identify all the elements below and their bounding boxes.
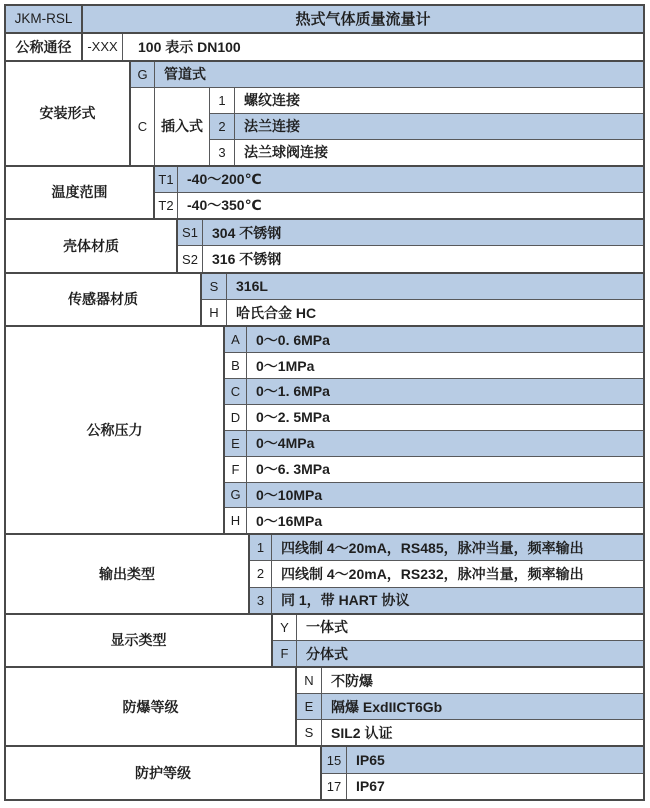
model-code: JKM-RSL xyxy=(6,6,83,32)
option-text: SIL2 认证 xyxy=(331,724,393,741)
option-row xyxy=(155,167,643,193)
option-code: 3 xyxy=(210,140,235,165)
option-text: 法兰连接 xyxy=(244,118,300,135)
section-label-temperature: 温度范围 xyxy=(6,167,155,219)
pressure-section xyxy=(6,327,643,535)
header-row xyxy=(6,6,643,34)
option-code: T2 xyxy=(155,193,178,218)
option-text: 0～1. 6MPa xyxy=(256,383,330,400)
option-row xyxy=(322,774,643,799)
option-row xyxy=(250,561,643,587)
option-code: A xyxy=(225,327,247,352)
option-text: 法兰球阀连接 xyxy=(244,144,328,161)
sensor-section xyxy=(6,274,643,328)
option-row xyxy=(273,615,643,641)
option-row xyxy=(225,405,643,431)
option-text: 316 不锈钢 xyxy=(212,251,282,268)
option-text: 0～16MPa xyxy=(256,512,323,529)
option-text: 316L xyxy=(236,278,268,295)
option-row xyxy=(297,694,643,720)
option-row xyxy=(250,588,643,613)
option-text: -40～200℃ xyxy=(187,171,262,188)
option-row xyxy=(202,274,643,300)
option-code: S2 xyxy=(178,246,203,271)
section-label-pressure: 公称压力 xyxy=(6,327,225,533)
option-code: H xyxy=(202,300,227,325)
section-label-display: 显示类型 xyxy=(6,615,273,667)
option-row xyxy=(202,300,643,325)
option-row xyxy=(225,379,643,405)
spec-selection-table xyxy=(4,4,645,801)
option-text: 0～4MPa xyxy=(256,435,315,452)
product-title: 热式气体质量流量计 xyxy=(295,11,431,29)
option-code: G xyxy=(225,483,247,508)
protection-section xyxy=(6,747,643,799)
option-text: 不防爆 xyxy=(331,672,373,689)
section-label-protection: 防护等级 xyxy=(6,747,322,799)
option-code: D xyxy=(225,405,247,430)
install-pipe-row xyxy=(131,62,643,89)
option-text: 管道式 xyxy=(164,66,206,83)
diameter-code: -XXX xyxy=(83,34,123,60)
section-label-housing: 壳体材质 xyxy=(6,220,178,272)
option-text: 0～10MPa xyxy=(256,486,323,503)
option-text: 螺纹连接 xyxy=(244,92,300,109)
option-text: 隔爆 ExdIICT6Gb xyxy=(331,698,443,715)
option-code: S1 xyxy=(178,220,203,245)
option-row xyxy=(225,431,643,457)
option-code: Y xyxy=(273,615,297,640)
option-row xyxy=(210,114,643,140)
section-label-install: 安装形式 xyxy=(6,62,131,165)
option-row xyxy=(210,88,643,114)
option-code: C xyxy=(131,88,155,165)
option-text: 304 不锈钢 xyxy=(212,224,282,241)
option-row xyxy=(297,668,643,694)
option-code: 3 xyxy=(250,588,272,613)
install-insert-block xyxy=(131,88,643,165)
option-code: H xyxy=(225,508,247,533)
option-code: S xyxy=(297,720,322,745)
option-row xyxy=(178,246,643,271)
option-code: N xyxy=(297,668,322,693)
option-code: 2 xyxy=(210,114,235,139)
option-row xyxy=(250,535,643,561)
option-row xyxy=(322,747,643,773)
option-code: 1 xyxy=(210,88,235,113)
option-text: 四线制 4～20mA，RS232，脉冲当量，频率输出 xyxy=(281,565,584,582)
option-text: 四线制 4～20mA，RS485，脉冲当量，频率输出 xyxy=(281,539,584,556)
option-text: 一体式 xyxy=(306,619,348,636)
display-section xyxy=(6,615,643,669)
option-code: F xyxy=(273,641,297,666)
option-text: 同 1，带 HART 协议 xyxy=(281,592,410,609)
option-row xyxy=(178,220,643,246)
option-row xyxy=(297,720,643,745)
diameter-row xyxy=(6,34,643,62)
option-code: E xyxy=(225,431,247,456)
option-code: S xyxy=(202,274,227,299)
temperature-section xyxy=(6,167,643,221)
option-code: C xyxy=(225,379,247,404)
option-text: 分体式 xyxy=(306,645,348,662)
option-code: F xyxy=(225,457,247,482)
option-row xyxy=(225,483,643,509)
option-text: 0～0. 6MPa xyxy=(256,331,330,348)
option-row xyxy=(155,193,643,218)
option-code: 17 xyxy=(322,774,347,799)
option-code: E xyxy=(297,694,322,719)
option-row xyxy=(273,641,643,666)
section-label-sensor: 传感器材质 xyxy=(6,274,202,326)
option-row xyxy=(210,140,643,165)
option-row xyxy=(225,457,643,483)
option-text: 0～1MPa xyxy=(256,357,315,374)
option-code: B xyxy=(225,353,247,378)
output-section xyxy=(6,535,643,614)
section-label-output: 输出类型 xyxy=(6,535,250,612)
install-section xyxy=(6,62,643,167)
option-text: IP67 xyxy=(356,778,385,795)
option-code: 2 xyxy=(250,561,272,586)
option-row xyxy=(225,327,643,353)
housing-section xyxy=(6,220,643,274)
section-label-explosion: 防爆等级 xyxy=(6,668,297,745)
option-code: G xyxy=(131,62,155,88)
explosion-section xyxy=(6,668,643,747)
option-text: 哈氏合金 HC xyxy=(236,304,317,321)
option-row xyxy=(225,508,643,533)
option-code: 1 xyxy=(250,535,272,560)
section-label-diameter: 公称通径 xyxy=(6,34,83,60)
diameter-desc: 100 表示 DN100 xyxy=(138,38,241,55)
option-text: -40～350℃ xyxy=(187,197,262,214)
option-text: 0～6. 3MPa xyxy=(256,461,330,478)
option-row xyxy=(225,353,643,379)
option-text: 0～2. 5MPa xyxy=(256,409,330,426)
option-code: T1 xyxy=(155,167,178,192)
option-code: 15 xyxy=(322,747,347,772)
insert-type-label: 插入式 xyxy=(155,88,210,165)
option-text: IP65 xyxy=(356,752,385,769)
